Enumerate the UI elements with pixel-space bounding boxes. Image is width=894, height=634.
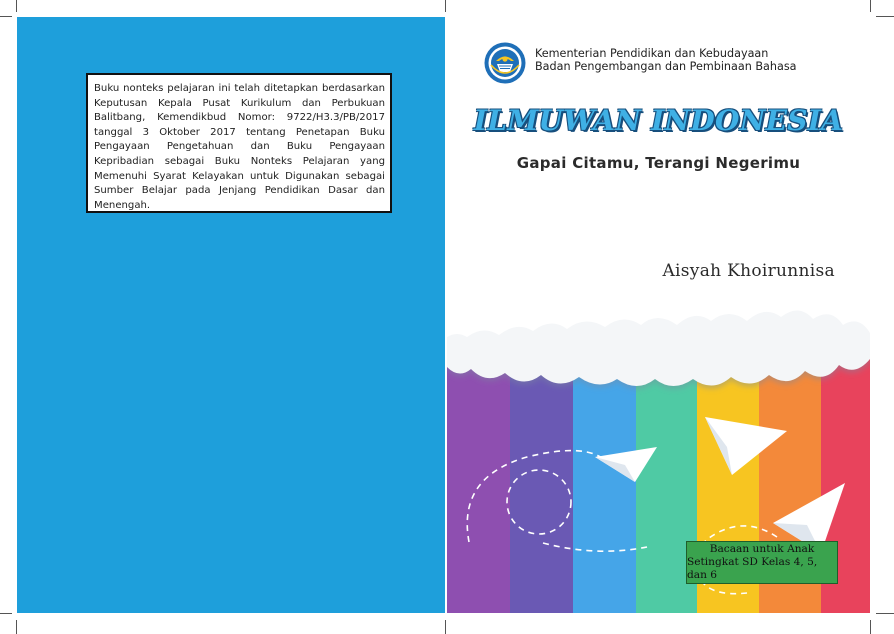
crop-mark: [0, 16, 12, 17]
kemendikbud-logo: [483, 41, 527, 85]
reading-level-badge: [686, 541, 838, 584]
badge-line-2: Setingkat SD Kelas 4, 5, dan 6: [687, 556, 818, 581]
crop-mark: [16, 0, 17, 12]
crop-mark: [0, 613, 12, 614]
crop-mark: [876, 613, 894, 614]
author-name: Aisyah Khoirunnisa: [662, 261, 835, 281]
book-subtitle: Gapai Citamu, Terangi Negerimu: [516, 154, 801, 172]
publisher-name: [535, 48, 797, 73]
crop-mark: [870, 620, 871, 634]
book-title: ILMUWAN INDONESIA: [473, 104, 844, 137]
legal-notice-box: [86, 73, 392, 213]
crop-mark: [876, 16, 894, 17]
crop-mark: [16, 620, 17, 634]
legal-notice-text: Buku nonteks pelajaran ini telah ditetapkan berdasarkan Keputusan Kepala Pusat Kurikulum dan Perbukuan Balitbang, Kemendikbud Nomor: 9722/H3.3/PB/2017 tanggal 3 Oktober 2017 tentang Penetapan Buku Pengayaan Pengetahuan dan Buku Pengayaan Kepribadian sebagai Buku Nonteks Pelajaran yang Memenuhi Syarat Kelayakan untuk Digunakan sebagai Sumber Belajar pada Jenjang Pendidikan Dasar dan Menengah.: [94, 83, 385, 211]
publisher-line-2: Badan Pengembangan dan Pembinaan Bahasa: [535, 59, 797, 73]
crop-mark: [445, 0, 446, 12]
publisher-line-1: Kementerian Pendidikan dan Kebudayaan: [535, 47, 769, 60]
crop-mark: [445, 620, 446, 634]
front-cover: [447, 17, 870, 613]
crop-mark: [870, 0, 871, 12]
badge-line-1: Bacaan untuk Anak: [709, 543, 815, 555]
